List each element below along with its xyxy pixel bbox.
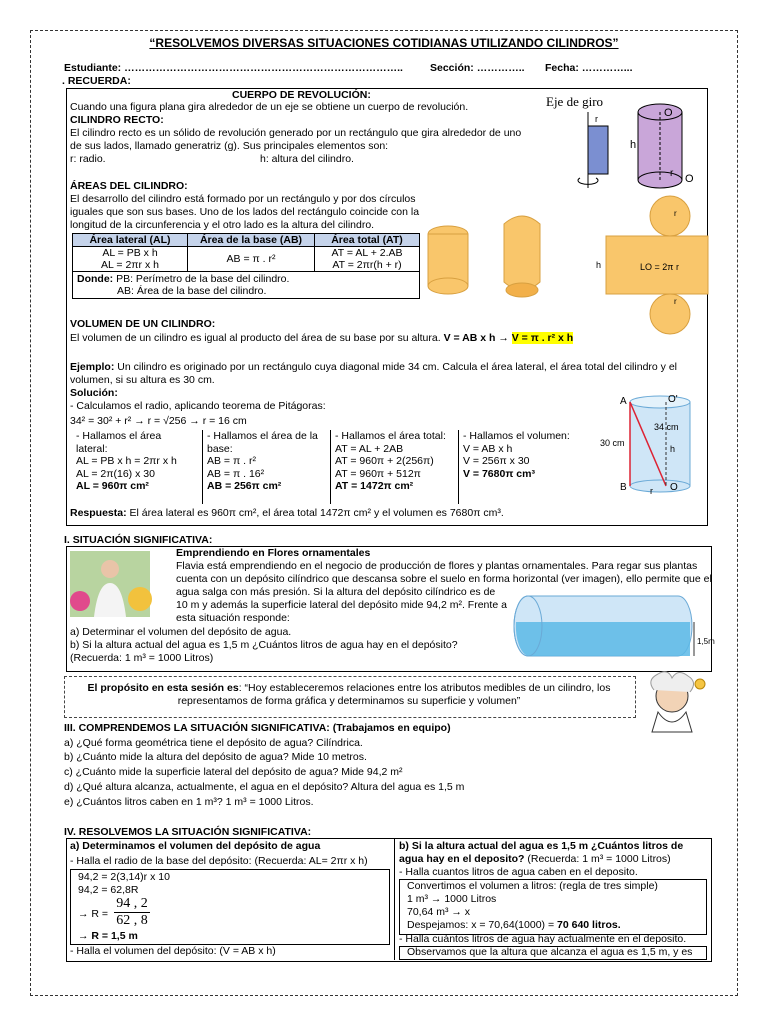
cylinder-development-figure [420, 194, 708, 336]
part-b-calc-1: Convertimos el volumen a litros: (regla de tres simple) [407, 880, 658, 892]
ejemplo-text-1: Un cilindro es originado por un rectángulo cuya diagonal mide 34 cm. Calcula el área lateral, el área total del cilindro y el [117, 361, 677, 373]
part-b-despejamos [407, 919, 621, 932]
col-total [335, 430, 457, 493]
col-base-4: AB = π . 16² [207, 467, 265, 480]
unrolling-base [506, 283, 538, 297]
ab-text: AB: Área de la base del cilindro. [117, 285, 267, 297]
resolvemos-heading: IV. RESOLVEMOS LA SITUACIÓN SIGNIFICATIVA: [64, 826, 312, 838]
small-cyl-bottom [428, 278, 468, 294]
part-b-line-2: - Halla cuántos litros de agua hay actualmente en el deposito. [399, 933, 687, 945]
donde-cell [73, 272, 420, 299]
col-base-2: base: [207, 442, 233, 455]
revolucion-text: Cuando una figura plana gira alrededor de un eje se obtiene un cuerpo de revolución. [70, 101, 469, 113]
col-volumen [463, 430, 599, 480]
date-label: Fecha: [545, 62, 579, 74]
lo-label: LO = 2π r [640, 262, 679, 272]
flowers-right [128, 587, 152, 611]
comprendemos-q-b: b) ¿Cuánto mide la altura del depósito de agua? Mide 10 metros. [64, 751, 367, 763]
ejemplo-label: Ejemplo: [70, 361, 115, 373]
col-total-result: AT = 1472π cm² [335, 480, 414, 492]
resolvemos-sep [394, 838, 395, 960]
areas-text-1: El desarrollo del cilindro está formado por un rectángulo y por dos círculos [70, 193, 416, 205]
part-a-result: → R = 1,5 m [78, 930, 138, 942]
part-a-line-1: - Halla el radio de la base del depósito: (Recuerda: AL= 2πr x h) [70, 855, 368, 867]
part-b-line-1: - Halla cuantos litros de agua caben en el deposito. [399, 866, 638, 878]
col-lateral [76, 430, 200, 493]
fig-d: 34 cm [654, 422, 679, 432]
example-cylinder-figure [600, 390, 706, 500]
fig-b: B [620, 482, 627, 493]
part-b-calc-2: 1 m³ → 1000 Litros [407, 893, 497, 905]
einstein-cartoon [642, 672, 712, 732]
header-area-total: Área total (AT) [315, 234, 420, 247]
recuerda-label: . RECUERDA: [62, 75, 131, 87]
formula-lateral-1: AL = PB x h [102, 247, 158, 259]
fraction-numerator: 94 , 2 [114, 896, 150, 913]
donde-label: Donde: [77, 273, 114, 285]
lightbulb-icon [695, 679, 705, 689]
ex-cyl-bottom [630, 480, 690, 492]
cell-base: AB = π . r² [188, 247, 315, 272]
dev-h-label: h [596, 260, 602, 270]
areas-heading: ÁREAS DEL CILINDRO: [70, 180, 188, 192]
comprendemos-q-d: d) ¿Qué altura alcanza, actualmente, el agua en el depósito? Altura del agua es 1,5 m [64, 781, 465, 793]
part-b-title-1: b) Si la altura actual del agua es 1,5 m ¿Cuántos litros de [399, 840, 684, 852]
revolution-figure [540, 92, 710, 194]
part-b-title-2-line [399, 853, 671, 866]
situacion-text-4: 10 m y además la superficie lateral del depósito mide 94,2 m². Frente a [176, 599, 507, 611]
respuesta-label: Respuesta: [70, 507, 127, 519]
areas-text-2: iguales que son sus bases. Uno de los lados del rectángulo coincide con la [70, 206, 420, 218]
situacion-text-3: agua salga con más presión. Si la altura del depósito cilíndrico es de [176, 586, 496, 598]
pb-text: PB: Perímetro de la base del cilindro. [116, 273, 290, 285]
altura-text: h: altura del cilindro. [260, 153, 354, 165]
radio-text: r: radio. [70, 153, 106, 165]
water-level-label: 1,5m [697, 637, 715, 646]
part-a-calc-1: 94,2 = 2(3,14)r x 10 [78, 871, 170, 883]
section-field [430, 62, 525, 75]
fig-h: h [670, 444, 676, 454]
dev-r-label-top: r [674, 209, 677, 218]
bottom-circle [650, 294, 690, 334]
col-volumen-3: V = 256π x 30 [463, 455, 530, 467]
cilindro-text-1: El cilindro recto es un sólido de revolución generado por un rectángulo que gira alrededor de uno [70, 127, 522, 139]
col-lateral-3: AL = PB x h = 2πr x h [76, 455, 177, 467]
cell-lateral [73, 247, 188, 272]
volumen-heading: VOLUMEN DE UN CILINDRO: [70, 318, 216, 330]
section-dots: ………….. [476, 62, 525, 74]
col-total-3: AT = 960π + 2(256π) [335, 455, 434, 467]
comprendemos-heading: III. COMPRENDEMOS LA SITUACIÓN SIGNIFICATIVA: (Trabajamos en equipo) [64, 722, 451, 734]
sep-3 [458, 430, 459, 504]
col-base [207, 430, 329, 493]
proposito-label: El propósito en esta sesión es [87, 682, 239, 694]
fig-a: A [620, 396, 627, 407]
rotating-rectangle [588, 126, 608, 174]
formula-total-2: AT = 2πr(h + r) [332, 259, 402, 271]
col-lateral-1: - Hallamos el área [76, 430, 162, 442]
formula-total-1: AT = AL + 2.AB [331, 247, 403, 259]
part-b-observamos: Observamos que la altura que alcanza el agua es 1,5 m, y es [407, 946, 693, 958]
fig-o: O [670, 482, 678, 493]
part-a-line-2: - Halla el volumen del depósito: (V = AB x h) [70, 945, 276, 957]
dev-r-label-bottom: r [674, 297, 677, 306]
situacion-question-b: b) Si la altura actual del agua es 1,5 m ¿Cuántos litros de agua hay en el depósito? [70, 639, 458, 651]
areas-text-3: longitud de la circunferencia y el otro lado es la altura del cilindro. [70, 219, 375, 231]
col-base-1: - Hallamos el área de la [207, 430, 318, 442]
cell-total [315, 247, 420, 272]
formula-lateral-2: AL = 2πr x h [101, 259, 159, 271]
volumen-formula-2: V = π . r² x h [511, 332, 574, 344]
part-a-frac-prefix: → R = [78, 908, 109, 920]
volumen-text: El volumen de un cilindro es igual al producto del área de su base por su altura. [70, 332, 441, 344]
part-b-title-2: agua hay en el deposito? [399, 853, 525, 865]
proposito-text-1: : “Hoy estableceremos relaciones entre los atributos medibles de un cilindro, los [238, 682, 611, 694]
respuesta-text: El área lateral es 960π cm², el área total 1472π cm² y el volumen es 7680π cm³. [129, 507, 504, 519]
col-base-result: AB = 256π cm² [207, 480, 282, 492]
flowers-left [70, 591, 90, 611]
col-lateral-result: AL = 960π cm² [76, 480, 149, 492]
fig-o1: O' [668, 394, 678, 405]
respuesta-line [70, 507, 504, 520]
flavia-photo [70, 551, 150, 617]
sep-1 [202, 430, 203, 504]
revolucion-heading: CUERPO DE REVOLUCIÓN: [232, 89, 371, 101]
fig-r: r [650, 486, 653, 496]
col-total-2: AT = AL + 2AB [335, 442, 404, 455]
situacion-subtitle: Emprendiendo en Flores ornamentales [176, 547, 371, 559]
fig-s: 30 cm [600, 438, 625, 448]
fraction-denominator: 62 , 8 [116, 913, 148, 928]
ejemplo-text-2: volumen, si su altura es 30 cm. [70, 374, 215, 386]
r-label-rect: r [595, 114, 598, 124]
o-label: O [685, 173, 694, 185]
col-lateral-2: lateral: [76, 442, 108, 455]
despejamos-text: Despejamos: x = 70,64(1000) = [407, 919, 558, 931]
student-dots: …………………………………………………………………….. [124, 62, 403, 74]
header-area-lateral: Área lateral (AL) [73, 234, 188, 247]
cilindro-text-2: de sus lados, llamado generatriz (g). Sus principales elementos son: [70, 140, 389, 152]
situacion-text-1: Flavia está emprendiendo en el negocio de producción de flores y plantas ornamentales. Para regar sus plantas [176, 560, 698, 572]
col-lateral-4: AL = 2π(16) x 30 [76, 467, 155, 480]
volumen-formula-1: V = AB x h [443, 332, 496, 344]
eje-label: Eje de giro [546, 94, 604, 109]
situacion-heading: I. SITUACIÓN SIGNIFICATIVA: [64, 534, 213, 546]
solucion-step-2: 34² = 30² + r² → r = √256 → r = 16 cm [70, 415, 247, 427]
ejemplo-line-1 [70, 361, 677, 374]
situacion-question-a: a) Determinar el volumen del depósito de agua. [70, 626, 292, 638]
situacion-text-5: esta situación responde: [176, 612, 290, 624]
part-b-calc-3: 70,64 m³ → x [407, 906, 471, 918]
col-volumen-1: - Hallamos el volumen: [463, 430, 570, 442]
part-a-title: a) Determinamos el volumen del depósito de agua [70, 840, 321, 852]
cilindro-heading: CILINDRO RECTO: [70, 114, 164, 126]
part-a-calc-2: 94,2 = 62,8R [78, 884, 139, 896]
person-head [101, 560, 119, 578]
situacion-text-2: cuenta con un depósito cilíndrico que descansa sobre el suelo en forma horizontal (ver imagen), ello permite que el [176, 573, 712, 585]
date-field [545, 62, 633, 75]
section-label: Sección: [430, 62, 474, 74]
o1-label: O [664, 107, 673, 119]
ex-cyl-top [630, 396, 690, 408]
proposito-text-2: representamos de forma gráfica y determinamos su superficie y volumen” [177, 695, 521, 707]
r-label-cyl: r [670, 168, 674, 179]
areas-table [72, 233, 420, 299]
date-dots: …………... [581, 62, 633, 74]
student-line [64, 62, 403, 75]
comprendemos-q-c: c) ¿Cuánto mide la superficie lateral del depósito de agua? Mide 94,2 m² [64, 766, 403, 778]
volumen-line: El volumen de un cilindro es igual al producto del área de su base por su altura. V = AB x h → V = π . r² x h [70, 332, 574, 344]
comprendemos-q-e: e) ¿Cuántos litros caben en 1 m³? 1 m³ = 1000 Litros. [64, 796, 314, 808]
part-a-fraction [114, 896, 150, 929]
comprendemos-q-a: a) ¿Qué forma geométrica tiene el depósito de agua? Cilíndrica. [64, 737, 363, 749]
despejamos-result: 70 640 litros. [557, 919, 621, 931]
horizontal-tank-figure [508, 592, 715, 664]
h-label: h [630, 139, 637, 151]
solucion-step-1: - Calculamos el radio, aplicando teorema de Pitágoras: [70, 400, 326, 412]
sep-2 [330, 430, 331, 504]
solucion-label: Solución: [70, 387, 118, 399]
col-total-1: - Hallamos el área total: [335, 430, 446, 442]
col-volumen-2: V = AB x h [463, 442, 513, 455]
header-area-base: Área de la base (AB) [188, 234, 315, 247]
unrolling-cylinder [504, 216, 540, 290]
cartoon-hair [651, 672, 694, 692]
col-volumen-result: V = 7680π cm³ [463, 467, 535, 480]
situacion-recuerda: (Recuerda: 1 m³ = 1000 Litros) [70, 652, 214, 664]
cartoon-body [652, 712, 692, 732]
col-total-4: AT = 960π + 512π [335, 467, 421, 480]
col-base-3: AB = π . r² [207, 455, 256, 467]
student-label: Estudiante: [64, 62, 122, 74]
part-b-recuerda: (Recuerda: 1 m³ = 1000 Litros) [527, 853, 671, 865]
proposito-line-1 [64, 682, 634, 695]
top-circle [650, 196, 690, 236]
page-title: “RESOLVEMOS DIVERSAS SITUACIONES COTIDIANAS UTILIZANDO CILINDROS” [149, 36, 619, 50]
